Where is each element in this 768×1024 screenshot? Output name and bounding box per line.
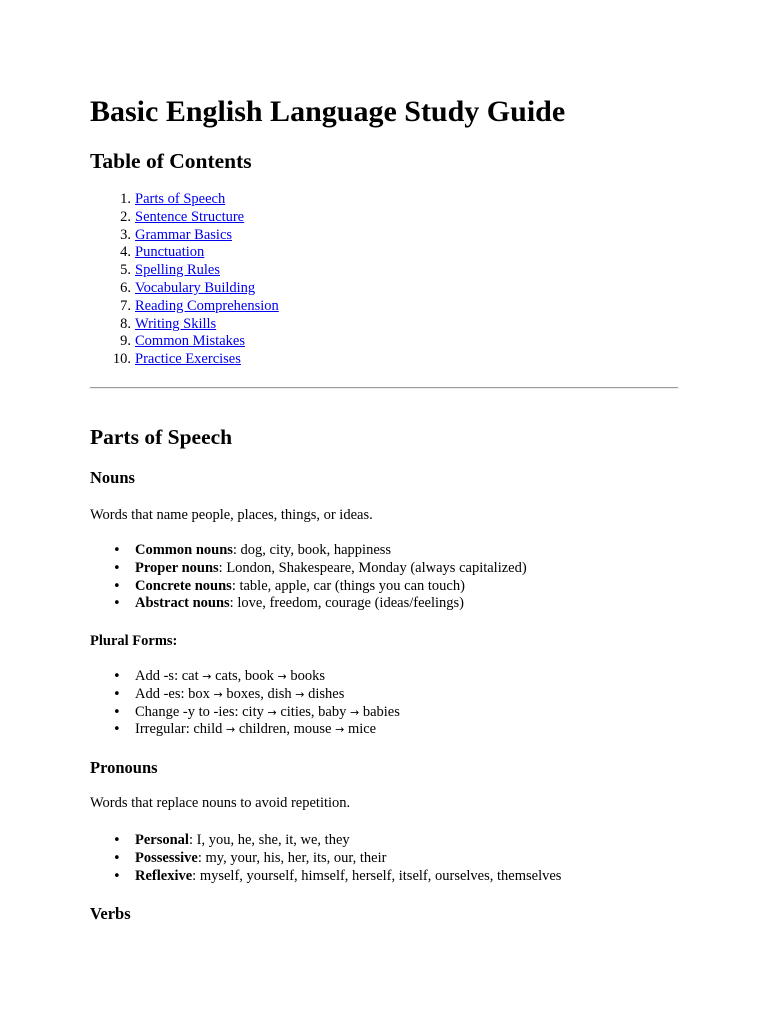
term: Common nouns	[135, 542, 233, 558]
term: Abstract nouns	[135, 595, 230, 612]
term-definition: : my, your, his, her, its, our, their	[197, 849, 387, 866]
rule-text: cats, book	[211, 668, 278, 684]
toc-item-number: 4.	[120, 244, 131, 261]
nouns-description: Words that name people, places, things, or ideas.	[90, 507, 373, 523]
term-definition: : myself, yourself, himself, herself, itself, ourselves, themselves	[192, 867, 562, 884]
toc-link-sentence-structure[interactable]: Sentence Structure	[135, 208, 245, 225]
toc-item	[120, 191, 279, 209]
term-definition: : dog, city, book, happiness	[232, 542, 392, 558]
toc-link-vocabulary-building[interactable]: Vocabulary Building	[135, 279, 256, 296]
toc-item-number: 9.	[120, 333, 131, 350]
list-item	[135, 832, 561, 850]
list-item	[135, 595, 527, 613]
toc-item-number: 3.	[120, 226, 131, 243]
term: Reflexive	[135, 867, 193, 884]
arrow-icon: →	[295, 687, 305, 701]
subheading-pronouns: Pronouns	[90, 758, 158, 777]
toc-item	[120, 333, 279, 351]
toc-item-number: 10.	[112, 351, 131, 368]
arrow-icon: →	[335, 723, 345, 737]
toc-link-reading-comprehension[interactable]: Reading Comprehension	[135, 297, 279, 314]
toc-link-practice-exercises[interactable]: Practice Exercises	[135, 351, 241, 368]
rule-text: Add -es: box	[135, 685, 214, 702]
toc-item	[120, 315, 279, 334]
toc-heading: Table of Contents	[90, 149, 252, 173]
arrow-icon: →	[226, 723, 236, 737]
arrow-icon: →	[277, 670, 287, 683]
toc-item-number: 7.	[120, 297, 131, 314]
toc-item-number: 6.	[120, 279, 131, 296]
section-divider	[90, 387, 678, 389]
rule-text: books	[286, 668, 326, 684]
section-heading-parts-of-speech: Parts of Speech	[90, 425, 233, 449]
plural-rules-list	[90, 668, 400, 739]
pronoun-types-list	[90, 832, 561, 885]
list-item	[135, 542, 527, 560]
term: Concrete nouns	[135, 577, 232, 594]
toc-link-common-mistakes[interactable]: Common Mistakes	[135, 333, 245, 350]
list-item	[135, 704, 400, 722]
list-item	[135, 560, 527, 578]
term: Personal	[135, 832, 189, 848]
rule-text: cities, baby	[276, 703, 350, 720]
toc-link-parts-of-speech[interactable]: Parts of Speech	[135, 191, 226, 207]
toc-item-number: 1.	[120, 191, 131, 207]
table-of-contents	[90, 191, 279, 369]
list-item	[135, 668, 400, 686]
toc-item-number: 2.	[120, 208, 131, 225]
list-item	[135, 850, 561, 868]
term: Possessive	[135, 849, 198, 866]
toc-item	[120, 279, 279, 298]
term-definition: : I, you, he, she, it, we, they	[188, 832, 350, 848]
noun-types-list	[90, 542, 527, 613]
arrow-icon: →	[350, 705, 360, 719]
rule-text: children, mouse	[235, 721, 336, 738]
toc-item	[120, 297, 279, 316]
term: Proper nouns	[135, 559, 219, 576]
list-item	[135, 686, 400, 704]
rule-text: mice	[344, 721, 377, 738]
toc-item-number: 5.	[120, 262, 131, 279]
subheading-plural-forms: Plural Forms:	[90, 633, 178, 649]
toc-item	[120, 208, 279, 227]
term-definition: : love, freedom, courage (ideas/feelings)	[229, 595, 464, 612]
toc-link-writing-skills[interactable]: Writing Skills	[135, 315, 217, 332]
list-item	[135, 721, 400, 739]
rule-text: boxes, dish	[222, 685, 296, 702]
rule-text: Add -s: cat	[135, 668, 203, 684]
page-title: Basic English Language Study Guide	[90, 95, 566, 128]
term-definition: : London, Shakespeare, Monday (always capitalized)	[218, 559, 527, 576]
toc-item	[120, 226, 279, 245]
subheading-nouns: Nouns	[90, 468, 135, 487]
pronouns-description: Words that replace nouns to avoid repetition.	[90, 795, 351, 811]
rule-text: Change -y to -ies: city	[135, 703, 268, 720]
rule-text: dishes	[304, 685, 345, 702]
toc-link-punctuation[interactable]: Punctuation	[135, 244, 205, 261]
arrow-icon: →	[267, 705, 277, 719]
toc-link-grammar-basics[interactable]: Grammar Basics	[135, 226, 233, 243]
list-item	[135, 868, 561, 886]
arrow-icon: →	[213, 687, 223, 701]
rule-text: babies	[359, 703, 400, 720]
rule-text: Irregular: child	[135, 721, 226, 738]
toc-item	[112, 351, 279, 369]
toc-item-number: 8.	[120, 315, 131, 332]
toc-link-spelling-rules[interactable]: Spelling Rules	[135, 262, 220, 279]
term-definition: : table, apple, car (things you can touch)	[231, 577, 465, 594]
arrow-icon: →	[202, 670, 212, 683]
subheading-verbs: Verbs	[90, 904, 131, 923]
toc-item	[120, 262, 279, 280]
toc-item	[120, 244, 279, 262]
list-item	[135, 578, 527, 596]
